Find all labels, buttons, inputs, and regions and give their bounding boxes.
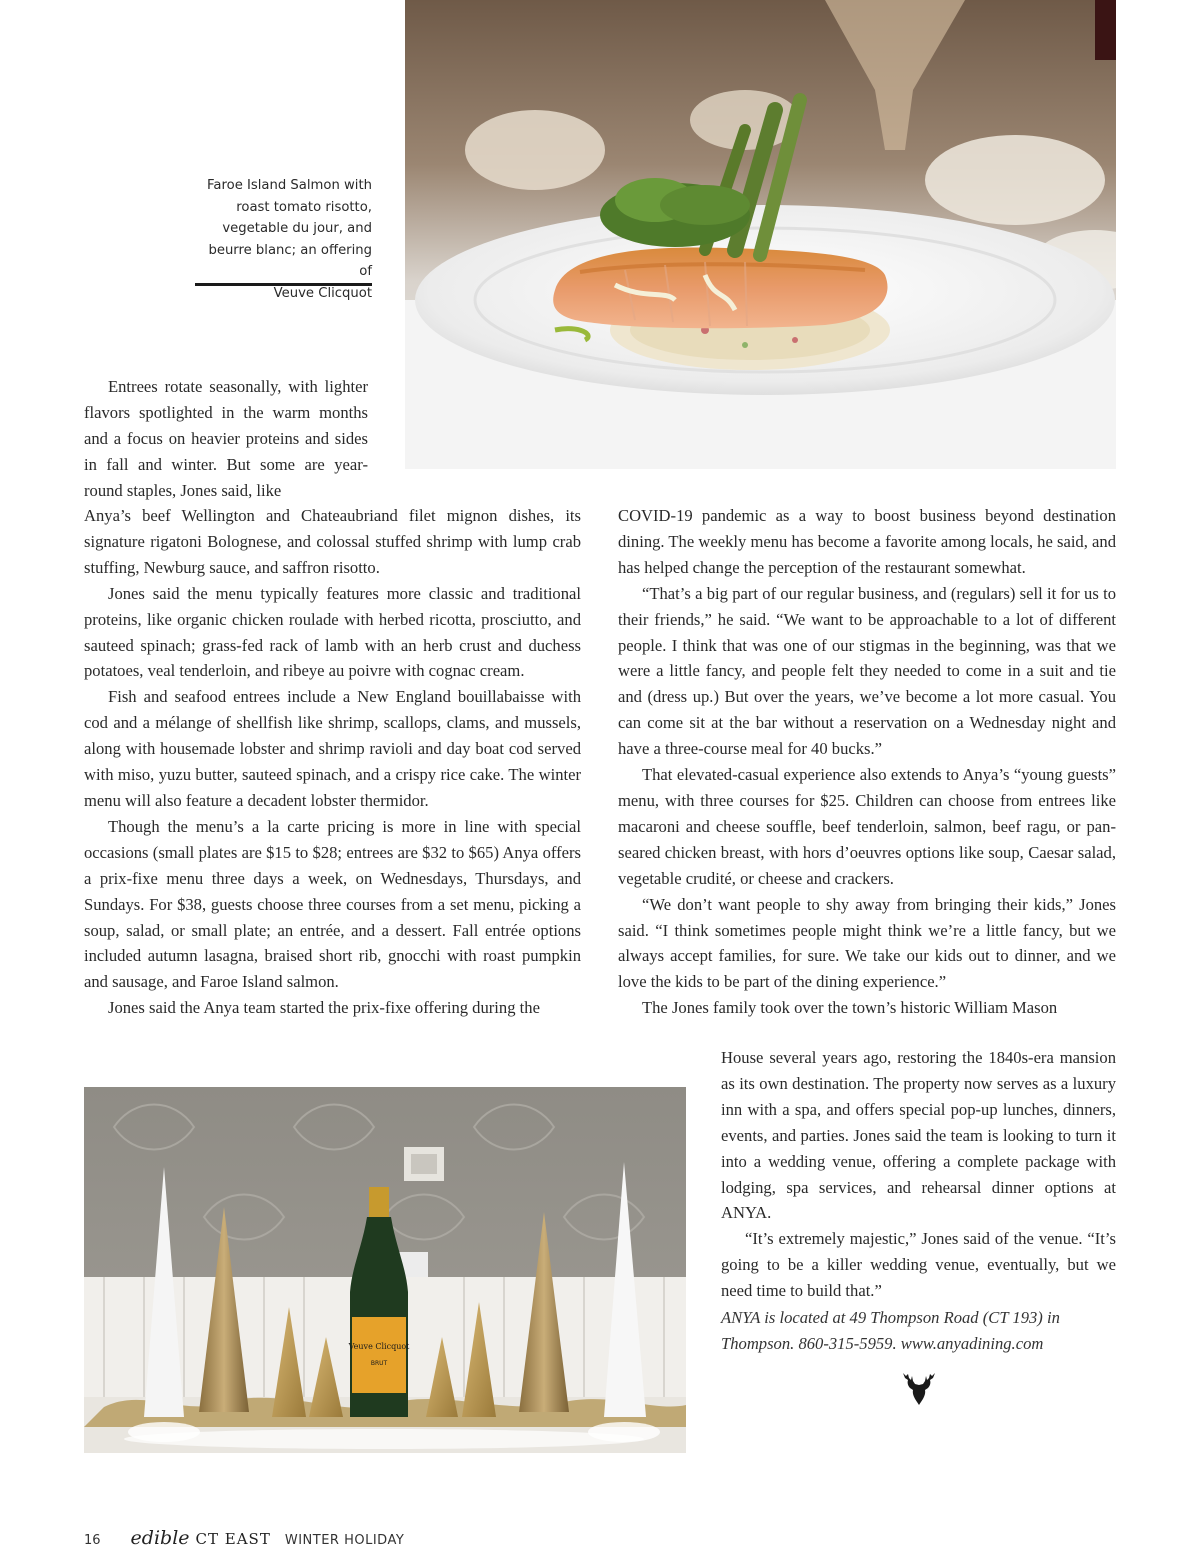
caption-line: beurre blanc; an offering of bbox=[208, 242, 372, 279]
magazine-brand: edible bbox=[130, 1527, 190, 1549]
article-paragraph: Anya’s beef Wellington and Chateaubriand filet mignon dishes, its signature rigatoni Bolognese, and colossal stuffed shrimp with lump crab stuffing, Newburg sauce, and saffron risotto. bbox=[84, 506, 581, 577]
article-intro bbox=[84, 374, 368, 504]
article-paragraph: “It’s extremely majestic,” Jones said of the venue. “It’s going to be a killer wedding venue, eventually, but we need time to build that.” bbox=[721, 1229, 1116, 1301]
bottle-label-sub: BRUT bbox=[370, 1360, 388, 1367]
stag-head-icon bbox=[898, 1369, 940, 1407]
article-paragraph: That elevated-casual experience also extends to Anya’s “young guests” menu, with three courses for $25. Children can choose from entrees like macaroni and cheese souffle, beef tenderloin, salmon, beef ragu, or pan-seared chicken breast, with hors d’oeuvres options like soup, Caesar salad, vegetable crudité, or cheese and crackers. bbox=[618, 765, 1116, 888]
salmon-dish-photo bbox=[405, 0, 1116, 469]
article-column-left bbox=[84, 503, 581, 1021]
article-paragraph: “We don’t want people to shy away from bringing their kids,” Jones said. “I think sometimes people might think we’re a little fancy, but we always accept families, for sure. We take our kids out to dinner, and we love the kids to be part of the dining experience.” bbox=[618, 894, 1116, 992]
caption-line: vegetable du jour, and bbox=[222, 221, 372, 236]
article-paragraph: Fish and seafood entrees include a New England bouillabaisse with cod and a mélange of shellfish like shrimp, scallops, clams, and mussels, along with housemade lobster and shrimp ravioli and day boat cod served with miso, yuzu butter, sauteed spinach, and a crispy rice cake. The winter menu will also feature a decadent lobster thermidor. bbox=[84, 687, 581, 810]
magazine-region: CT EAST bbox=[195, 1530, 271, 1548]
champagne-display-photo bbox=[84, 1087, 686, 1453]
article-paragraph: Entrees rotate seasonally, with lighter flavors spotlighted in the warm months and a focus on heavier proteins and sides in fall and winter. But some are year-round staples, Jones said, like bbox=[84, 377, 368, 500]
page-number: 16 bbox=[84, 1533, 101, 1548]
caption-line: Faroe Island Salmon with bbox=[207, 178, 372, 193]
article-paragraph: The Jones family took over the town’s historic William Mason bbox=[642, 998, 1058, 1018]
article-paragraph: Jones said the Anya team started the prix-fixe offering during the bbox=[108, 998, 540, 1018]
article-paragraph: “That’s a big part of our regular business, and (regulars) sell it for us to their friends,” he said. “We want to be approachable to a lot of different people. I think that was one of our stigmas in the beginning, was that we were a little fancy, and people felt they needed to come in a suit and tie and (dress up.) But over the years, we’ve become a lot more casual. You can come sit at the bar without a reservation on a Wednesday night and have a three-course meal for 40 bucks.” bbox=[618, 583, 1116, 759]
article-paragraph: Though the menu’s a la carte pricing is more in line with special occasions (small plates are $15 to $28; entrees are $32 to $65) Anya offers a prix-fixe menu three days a week, on Wednesdays, Thursdays, and Sundays. For $38, guests choose three courses from a set menu, picking a soup, salad, or small plate; an entrée, and a dessert. Fall entrée options included autumn lasagna, braised short rib, gnocchi with roast pumpkin and sausage, and Faroe Island salmon. bbox=[84, 816, 581, 992]
article-column-right bbox=[618, 503, 1116, 1021]
page-footer bbox=[84, 1527, 404, 1553]
restaurant-address: ANYA is located at 49 Thompson Road (CT 193) in Thompson. 860-315-5959. www.anyadining.com bbox=[721, 1308, 1060, 1353]
bottle-label-brand: Veuve Clicquot bbox=[348, 1342, 410, 1351]
article-column-right-narrow bbox=[721, 1045, 1116, 1304]
caption-line: Veuve Clicquot bbox=[273, 285, 372, 301]
caption-line: roast tomato risotto, bbox=[236, 199, 372, 215]
article-paragraph: House several years ago, restoring the 1840s-era mansion as its own destination. The property now serves as a luxury inn with a spa, and offers special pop-up lunches, dinners, events, and parties. Jones said the team is looking to turn it into a wedding venue, offering a complete package with lodging, spa services, and rehearsal dinner options at ANYA. bbox=[721, 1048, 1116, 1223]
article-paragraph: Jones said the menu typically features more classic and traditional proteins, like organic chicken roulade with herbed ricotta, prosciutto, and sauteed spinach; grass-fed rack of lamb with an herb crust and duchess potatoes, veal tenderloin, and ribeye au poivre with cognac cream. bbox=[84, 583, 581, 681]
caption-rule bbox=[195, 283, 372, 286]
issue-name: WINTER HOLIDAY bbox=[284, 1533, 405, 1548]
article-paragraph: COVID-19 pandemic as a way to boost business beyond destination dining. The weekly menu has become a favorite among locals, he said, and has helped change the perception of the restaurant somewhat. bbox=[618, 506, 1116, 577]
